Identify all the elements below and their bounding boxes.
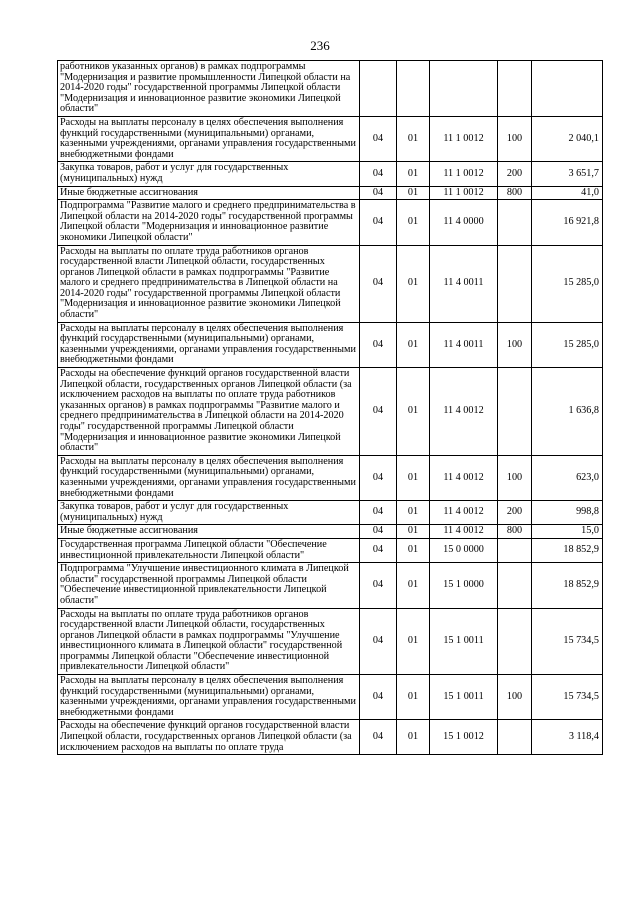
budget-table-body: [58, 61, 603, 755]
expense-name-cell: Расходы на выплаты персоналу в целях обеспечения выполнения функций государственными (муниципальными) органами, казенными учреждениями, органами управления государственными внебюджетными фондами: [58, 675, 360, 720]
expense-type-cell: [498, 245, 532, 322]
amount-cell: 18 852,9: [532, 563, 603, 608]
table-row: [58, 322, 603, 367]
section-code-cell: 01: [397, 162, 430, 186]
section-code-cell: 01: [397, 501, 430, 525]
target-article-cell: 11 4 0000: [430, 200, 498, 245]
department-code-cell: 04: [360, 538, 397, 562]
department-code-cell: 04: [360, 525, 397, 539]
section-code-cell: 01: [397, 186, 430, 200]
section-code-cell: 01: [397, 720, 430, 755]
department-code-cell: 04: [360, 501, 397, 525]
expense-name-cell: Подпрограмма "Улучшение инвестиционного климата в Липецкой области" государственной программы Липецкой области "Обеспечение инвестиционной привлекательности Липецкой области": [58, 563, 360, 608]
table-row: [58, 538, 603, 562]
target-article-cell: 15 1 0012: [430, 720, 498, 755]
section-code-cell: 01: [397, 455, 430, 500]
expense-type-cell: 100: [498, 322, 532, 367]
expense-name-cell: Закупка товаров, работ и услуг для государственных (муниципальных) нужд: [58, 501, 360, 525]
amount-cell: 15 285,0: [532, 245, 603, 322]
department-code-cell: 04: [360, 455, 397, 500]
expense-name-cell: Расходы на выплаты персоналу в целях обеспечения выполнения функций государственными (муниципальными) органами, казенными учреждениями, органами управления государственными внебюджетными фондами: [58, 322, 360, 367]
section-code-cell: 01: [397, 538, 430, 562]
target-article-cell: [430, 61, 498, 117]
amount-cell: 15,0: [532, 525, 603, 539]
department-code-cell: 04: [360, 322, 397, 367]
expense-type-cell: 200: [498, 501, 532, 525]
table-row: [58, 675, 603, 720]
table-row: [58, 116, 603, 161]
expense-name-cell: работников указанных органов) в рамках подпрограммы "Модернизация и развитие промышленности Липецкой области на 2014-2020 годы" государственной программы Липецкой области "Модернизация и инновационное развитие экономики Липецкой области": [58, 61, 360, 117]
department-code-cell: 04: [360, 245, 397, 322]
page-number: 236: [310, 38, 330, 53]
target-article-cell: 11 4 0011: [430, 322, 498, 367]
section-code-cell: 01: [397, 322, 430, 367]
table-row: [58, 61, 603, 117]
expense-type-cell: 200: [498, 162, 532, 186]
amount-cell: 2 040,1: [532, 116, 603, 161]
amount-cell: 15 285,0: [532, 322, 603, 367]
table-row: [58, 200, 603, 245]
section-code-cell: 01: [397, 200, 430, 245]
expense-name-cell: Государственная программа Липецкой области "Обеспечение инвестиционной привлекательности Липецкой области": [58, 538, 360, 562]
target-article-cell: 11 4 0012: [430, 368, 498, 456]
expense-name-cell: Расходы на выплаты персоналу в целях обеспечения выполнения функций государственными (муниципальными) органами, казенными учреждениями, органами управления государственными внебюджетными фондами: [58, 116, 360, 161]
expense-name-cell: Иные бюджетные ассигнования: [58, 186, 360, 200]
department-code-cell: 04: [360, 116, 397, 161]
expense-name-cell: Иные бюджетные ассигнования: [58, 525, 360, 539]
table-row: [58, 501, 603, 525]
department-code-cell: 04: [360, 368, 397, 456]
table-row: [58, 455, 603, 500]
target-article-cell: 11 1 0012: [430, 186, 498, 200]
section-code-cell: 01: [397, 675, 430, 720]
amount-cell: 41,0: [532, 186, 603, 200]
table-row: [58, 368, 603, 456]
expense-type-cell: [498, 608, 532, 675]
expense-name-cell: Расходы на выплаты по оплате труда работников органов государственной власти Липецкой области, государственных органов Липецкой области в рамках подпрограммы "Улучшение инвестиционного климата в Липецкой области" государственной программы Липецкой области "Обеспечение инвестиционной привлекательности Липецкой области": [58, 608, 360, 675]
target-article-cell: 15 0 0000: [430, 538, 498, 562]
expense-type-cell: [498, 61, 532, 117]
amount-cell: 623,0: [532, 455, 603, 500]
target-article-cell: 15 1 0011: [430, 608, 498, 675]
table-row: [58, 162, 603, 186]
department-code-cell: 04: [360, 200, 397, 245]
table-row: [58, 608, 603, 675]
amount-cell: 998,8: [532, 501, 603, 525]
target-article-cell: 15 1 0000: [430, 563, 498, 608]
expense-type-cell: [498, 563, 532, 608]
department-code-cell: 04: [360, 608, 397, 675]
amount-cell: 3 118,4: [532, 720, 603, 755]
section-code-cell: 01: [397, 368, 430, 456]
section-code-cell: 01: [397, 608, 430, 675]
expense-name-cell: Подпрограмма "Развитие малого и среднего предпринимательства в Липецкой области на 2014-2020 годы" государственной программы Липецкой области "Модернизация и инновационное развитие экономики Липецкой области": [58, 200, 360, 245]
expense-type-cell: [498, 368, 532, 456]
table-row: [58, 563, 603, 608]
target-article-cell: 11 4 0012: [430, 525, 498, 539]
amount-cell: 3 651,7: [532, 162, 603, 186]
department-code-cell: 04: [360, 720, 397, 755]
target-article-cell: 11 1 0012: [430, 162, 498, 186]
target-article-cell: 15 1 0011: [430, 675, 498, 720]
expense-type-cell: 100: [498, 116, 532, 161]
amount-cell: 15 734,5: [532, 608, 603, 675]
expense-type-cell: 800: [498, 525, 532, 539]
expense-type-cell: [498, 200, 532, 245]
target-article-cell: 11 4 0012: [430, 455, 498, 500]
amount-cell: 15 734,5: [532, 675, 603, 720]
amount-cell: 1 636,8: [532, 368, 603, 456]
expense-type-cell: 100: [498, 455, 532, 500]
amount-cell: 18 852,9: [532, 538, 603, 562]
amount-cell: [532, 61, 603, 117]
section-code-cell: 01: [397, 563, 430, 608]
expense-name-cell: Расходы на обеспечение функций органов государственной власти Липецкой области, государственных органов Липецкой области (за исключением расходов на выплаты по оплате труда: [58, 720, 360, 755]
expense-name-cell: Расходы на обеспечение функций органов государственной власти Липецкой области, государственных органов Липецкой области (за исключением расходов на выплаты по оплате труда работников указанных органов) в рамках подпрограммы "Развитие малого и среднего предпринимательства в Липецкой области на 2014-2020 годы" государственной программы Липецкой области "Модернизация и инновационное развитие экономики Липецкой области": [58, 368, 360, 456]
section-code-cell: 01: [397, 525, 430, 539]
department-code-cell: 04: [360, 563, 397, 608]
expense-name-cell: Расходы на выплаты по оплате труда работников органов государственной власти Липецкой области, государственных органов Липецкой области в рамках подпрограммы "Развитие малого и среднего предпринимательства в Липецкой области на 2014-2020 годы" государственной программы Липецкой области "Модернизация и инновационное развитие экономики Липецкой области": [58, 245, 360, 322]
target-article-cell: 11 1 0012: [430, 116, 498, 161]
table-row: [58, 245, 603, 322]
expense-type-cell: [498, 720, 532, 755]
budget-table: [57, 60, 603, 755]
table-row: [58, 525, 603, 539]
table-row: [58, 186, 603, 200]
department-code-cell: 04: [360, 675, 397, 720]
expense-type-cell: 100: [498, 675, 532, 720]
table-row: [58, 720, 603, 755]
expense-type-cell: 800: [498, 186, 532, 200]
section-code-cell: 01: [397, 116, 430, 161]
amount-cell: 16 921,8: [532, 200, 603, 245]
section-code-cell: [397, 61, 430, 117]
department-code-cell: 04: [360, 186, 397, 200]
department-code-cell: [360, 61, 397, 117]
expense-name-cell: Закупка товаров, работ и услуг для государственных (муниципальных) нужд: [58, 162, 360, 186]
expense-name-cell: Расходы на выплаты персоналу в целях обеспечения выполнения функций государственными (муниципальными) органами, казенными учреждениями, органами управления государственными внебюджетными фондами: [58, 455, 360, 500]
section-code-cell: 01: [397, 245, 430, 322]
target-article-cell: 11 4 0012: [430, 501, 498, 525]
target-article-cell: 11 4 0011: [430, 245, 498, 322]
department-code-cell: 04: [360, 162, 397, 186]
expense-type-cell: [498, 538, 532, 562]
